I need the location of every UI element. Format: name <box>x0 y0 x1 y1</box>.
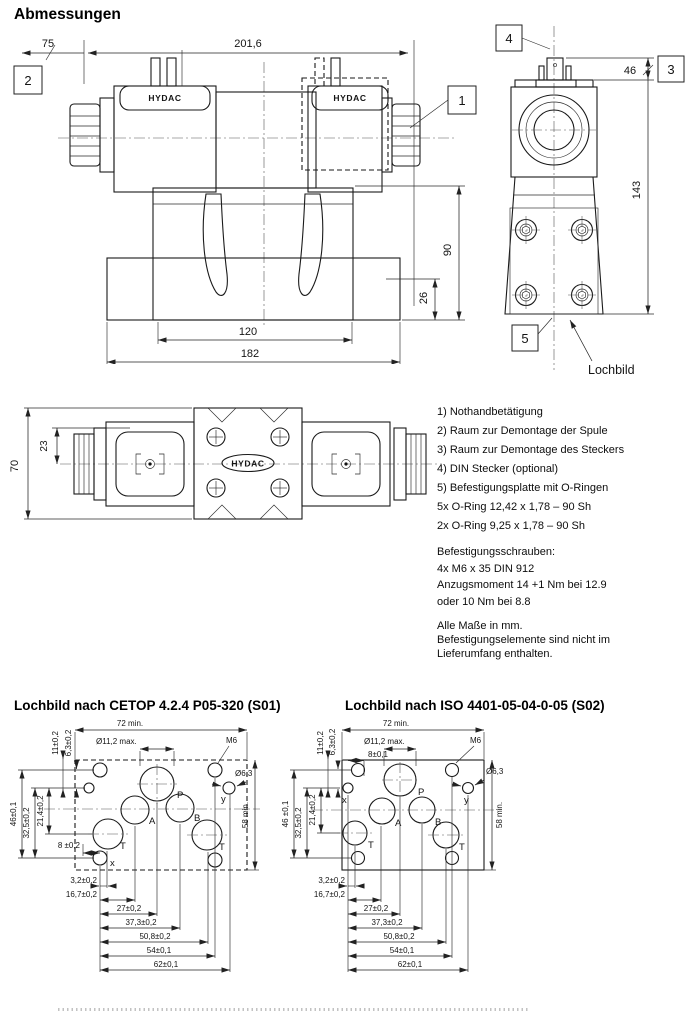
chain-dim: 27±0,2 <box>116 904 142 913</box>
front-view-drawing <box>8 28 480 364</box>
dim-58-label: 58 min. <box>241 801 250 829</box>
chain-dim: 37,3±0,2 <box>371 918 403 927</box>
note-line: 5) Befestigungsplatte mit O-Ringen <box>437 482 609 494</box>
pilot-hole-y <box>463 783 474 794</box>
dim-2016-label: 201,6 <box>234 38 262 50</box>
port-y-label: y <box>464 795 469 806</box>
side-view-drawing <box>482 18 700 380</box>
note-line: 5x O-Ring 12,42 x 1,78 – 90 Sh <box>437 501 592 513</box>
connector-pin <box>331 58 340 86</box>
note-line: Alle Maße in mm. <box>437 620 523 632</box>
port-a-label: A <box>149 816 156 827</box>
note-line: Lieferumfang enthalten. <box>437 648 553 660</box>
plate-screw <box>207 479 225 497</box>
dim-58-label: 58 min. <box>495 801 504 829</box>
lochbild-arrow <box>570 320 592 361</box>
note-line: 2x O-Ring 9,25 x 1,78 – 90 Sh <box>437 520 585 532</box>
port-p-label: P <box>177 790 184 801</box>
note-line: 3) Raum zur Demontage des Steckers <box>437 444 625 456</box>
dim-6-3-label: 6,3±0,2 <box>64 729 73 757</box>
dim-182-label: 182 <box>240 348 260 360</box>
dim-32-5-label: 32,5±0,2 <box>294 807 303 839</box>
connector-pin-dashed <box>315 58 324 86</box>
dim-72-label: 72 min. <box>382 719 410 728</box>
chain-dim: 27±0,2 <box>363 904 389 913</box>
callout-1-label: 1 <box>458 93 466 108</box>
mount-hole <box>352 764 365 777</box>
dim-23-label: 23 <box>39 440 50 452</box>
chain-dim: 16,7±0,2 <box>313 890 345 899</box>
dim-26-label: 26 <box>418 291 430 305</box>
mount-hole <box>208 763 222 777</box>
chain-dim: 54±0,1 <box>389 946 415 955</box>
page-bottom-cropped-text <box>58 1008 528 1011</box>
connector-pin <box>151 58 160 86</box>
footer-note <box>437 619 697 661</box>
plate-screw <box>271 428 289 446</box>
dim-46-label: 46 ±0,1 <box>281 800 290 828</box>
port-t2-label: T <box>219 842 225 853</box>
plate-screw <box>271 479 289 497</box>
lochbild-s02-drawing <box>278 716 608 986</box>
dim-6-3-label: 6,3±0,2 <box>328 728 337 756</box>
dim-143-label: 143 <box>631 180 643 200</box>
pilot-hole-y <box>223 782 235 794</box>
center-plate-top <box>194 408 302 519</box>
hole-pattern <box>337 762 474 865</box>
s02-title: Lochbild nach ISO 4401-05-04-0-05 (S02) <box>345 698 605 713</box>
pilot-hole-x <box>343 783 353 793</box>
chain-dim: 62±0,1 <box>397 960 423 969</box>
dim-21-4-label: 21,4±0,2 <box>36 795 45 827</box>
dim-d112-label: Ø11,2 max. <box>364 737 405 746</box>
dim-d112-label: Ø11,2 max. <box>96 737 137 746</box>
brand-logo: HYDAC <box>231 458 265 469</box>
valve-tube <box>216 92 316 188</box>
chain-dim: 50,8±0,2 <box>139 932 171 941</box>
pilot-hole <box>84 783 94 793</box>
port-a <box>121 796 149 824</box>
note-line: oder 10 Nm bei 8.8 <box>437 595 531 608</box>
note-line: 4x M6 x 35 DIN 912 <box>437 562 535 575</box>
dim-m6-label: M6 <box>470 736 482 745</box>
din-connector <box>536 58 576 87</box>
chain-dim: 62±0,1 <box>153 960 179 969</box>
dim-11-label: 11±0,2 <box>51 731 60 755</box>
port-y-label: y <box>221 794 226 805</box>
port-t2-label: T <box>459 842 465 853</box>
notes-block <box>437 403 697 661</box>
dim-90-label: 90 <box>442 243 454 257</box>
mount-hole <box>93 763 107 777</box>
solenoid-left <box>114 50 216 192</box>
connector-pin <box>167 58 176 86</box>
chain-dim: 16,7±0,2 <box>65 890 97 899</box>
note-line: 1) Nothandbetätigung <box>437 406 543 418</box>
note-line: Befestigungselemente sind nicht im <box>437 634 611 646</box>
port-p-label: P <box>418 787 425 798</box>
valve-body <box>153 188 353 320</box>
casting-wing <box>299 194 323 295</box>
brand-logo: HYDAC <box>148 93 182 103</box>
casting-wing <box>203 194 227 295</box>
top-view-drawing <box>0 388 450 548</box>
chain-dim: 37,3±0,2 <box>125 918 157 927</box>
plate-screw <box>207 428 225 446</box>
callout-2-label: 2 <box>24 73 32 88</box>
dim-46-label: 46 <box>623 65 637 77</box>
s01-title: Lochbild nach CETOP 4.2.4 P05-320 (S01) <box>14 698 281 713</box>
dim-21-4-label: 21,4±0,2 <box>308 794 317 826</box>
solenoid-right-optional <box>302 58 388 192</box>
mount-hole <box>352 852 365 865</box>
port-x-label: x <box>342 795 347 806</box>
port-a <box>369 798 395 824</box>
page-title: Abmessungen <box>14 6 121 23</box>
note-line: 4) DIN Stecker (optional) <box>437 463 559 475</box>
chain-dim: 50,8±0,2 <box>383 932 415 941</box>
dim-8-label: 8 ±0,2 <box>57 841 80 850</box>
dim-11-label: 11±0,2 <box>316 731 325 755</box>
port-b-label: B <box>194 813 201 824</box>
dim-120-label: 120 <box>238 326 258 338</box>
callout-4-label: 4 <box>505 31 513 46</box>
dim-46-label: 46±0,1 <box>9 801 18 827</box>
port-b-label: B <box>435 817 442 828</box>
chain-dim: 54±0,1 <box>146 946 172 955</box>
mounting-plate <box>107 258 400 320</box>
dim-d63-label: Ø6,3 <box>486 767 504 776</box>
lochbild-pointer-label: Lochbild <box>588 363 635 377</box>
dim-70-label: 70 <box>9 459 21 473</box>
note-line: Befestigungsschrauben: <box>437 546 556 558</box>
screws-note <box>437 544 697 610</box>
callout-3-label: 3 <box>667 62 675 77</box>
port-x-label: x <box>110 858 115 869</box>
mount-hole <box>446 764 459 777</box>
note-line: 2) Raum zur Demontage der Spule <box>437 425 608 437</box>
dim-m6-label: M6 <box>226 736 238 745</box>
chain-dim: 3,2±0,2 <box>318 876 345 885</box>
manual-override-knob-left <box>70 98 114 172</box>
dim-75-label: 75 <box>41 38 55 50</box>
brand-logo: HYDAC <box>333 93 367 103</box>
dim-32-5-label: 32,5±0,2 <box>22 807 31 839</box>
port-a-label: A <box>395 818 402 829</box>
dim-72-label: 72 min. <box>116 719 144 728</box>
port-t1-label: T <box>120 841 126 852</box>
dim-d63-label: Ø6,3 <box>235 769 253 778</box>
chain-dim: 3,2±0,2 <box>70 876 97 885</box>
callout-5-label: 5 <box>521 331 529 346</box>
hole-pattern <box>84 763 235 867</box>
port-t1-label: T <box>368 840 374 851</box>
dim-8-label: 8±0,1 <box>368 750 388 759</box>
note-line: Anzugsmoment 14 +1 Nm bei 12.9 <box>437 579 607 591</box>
